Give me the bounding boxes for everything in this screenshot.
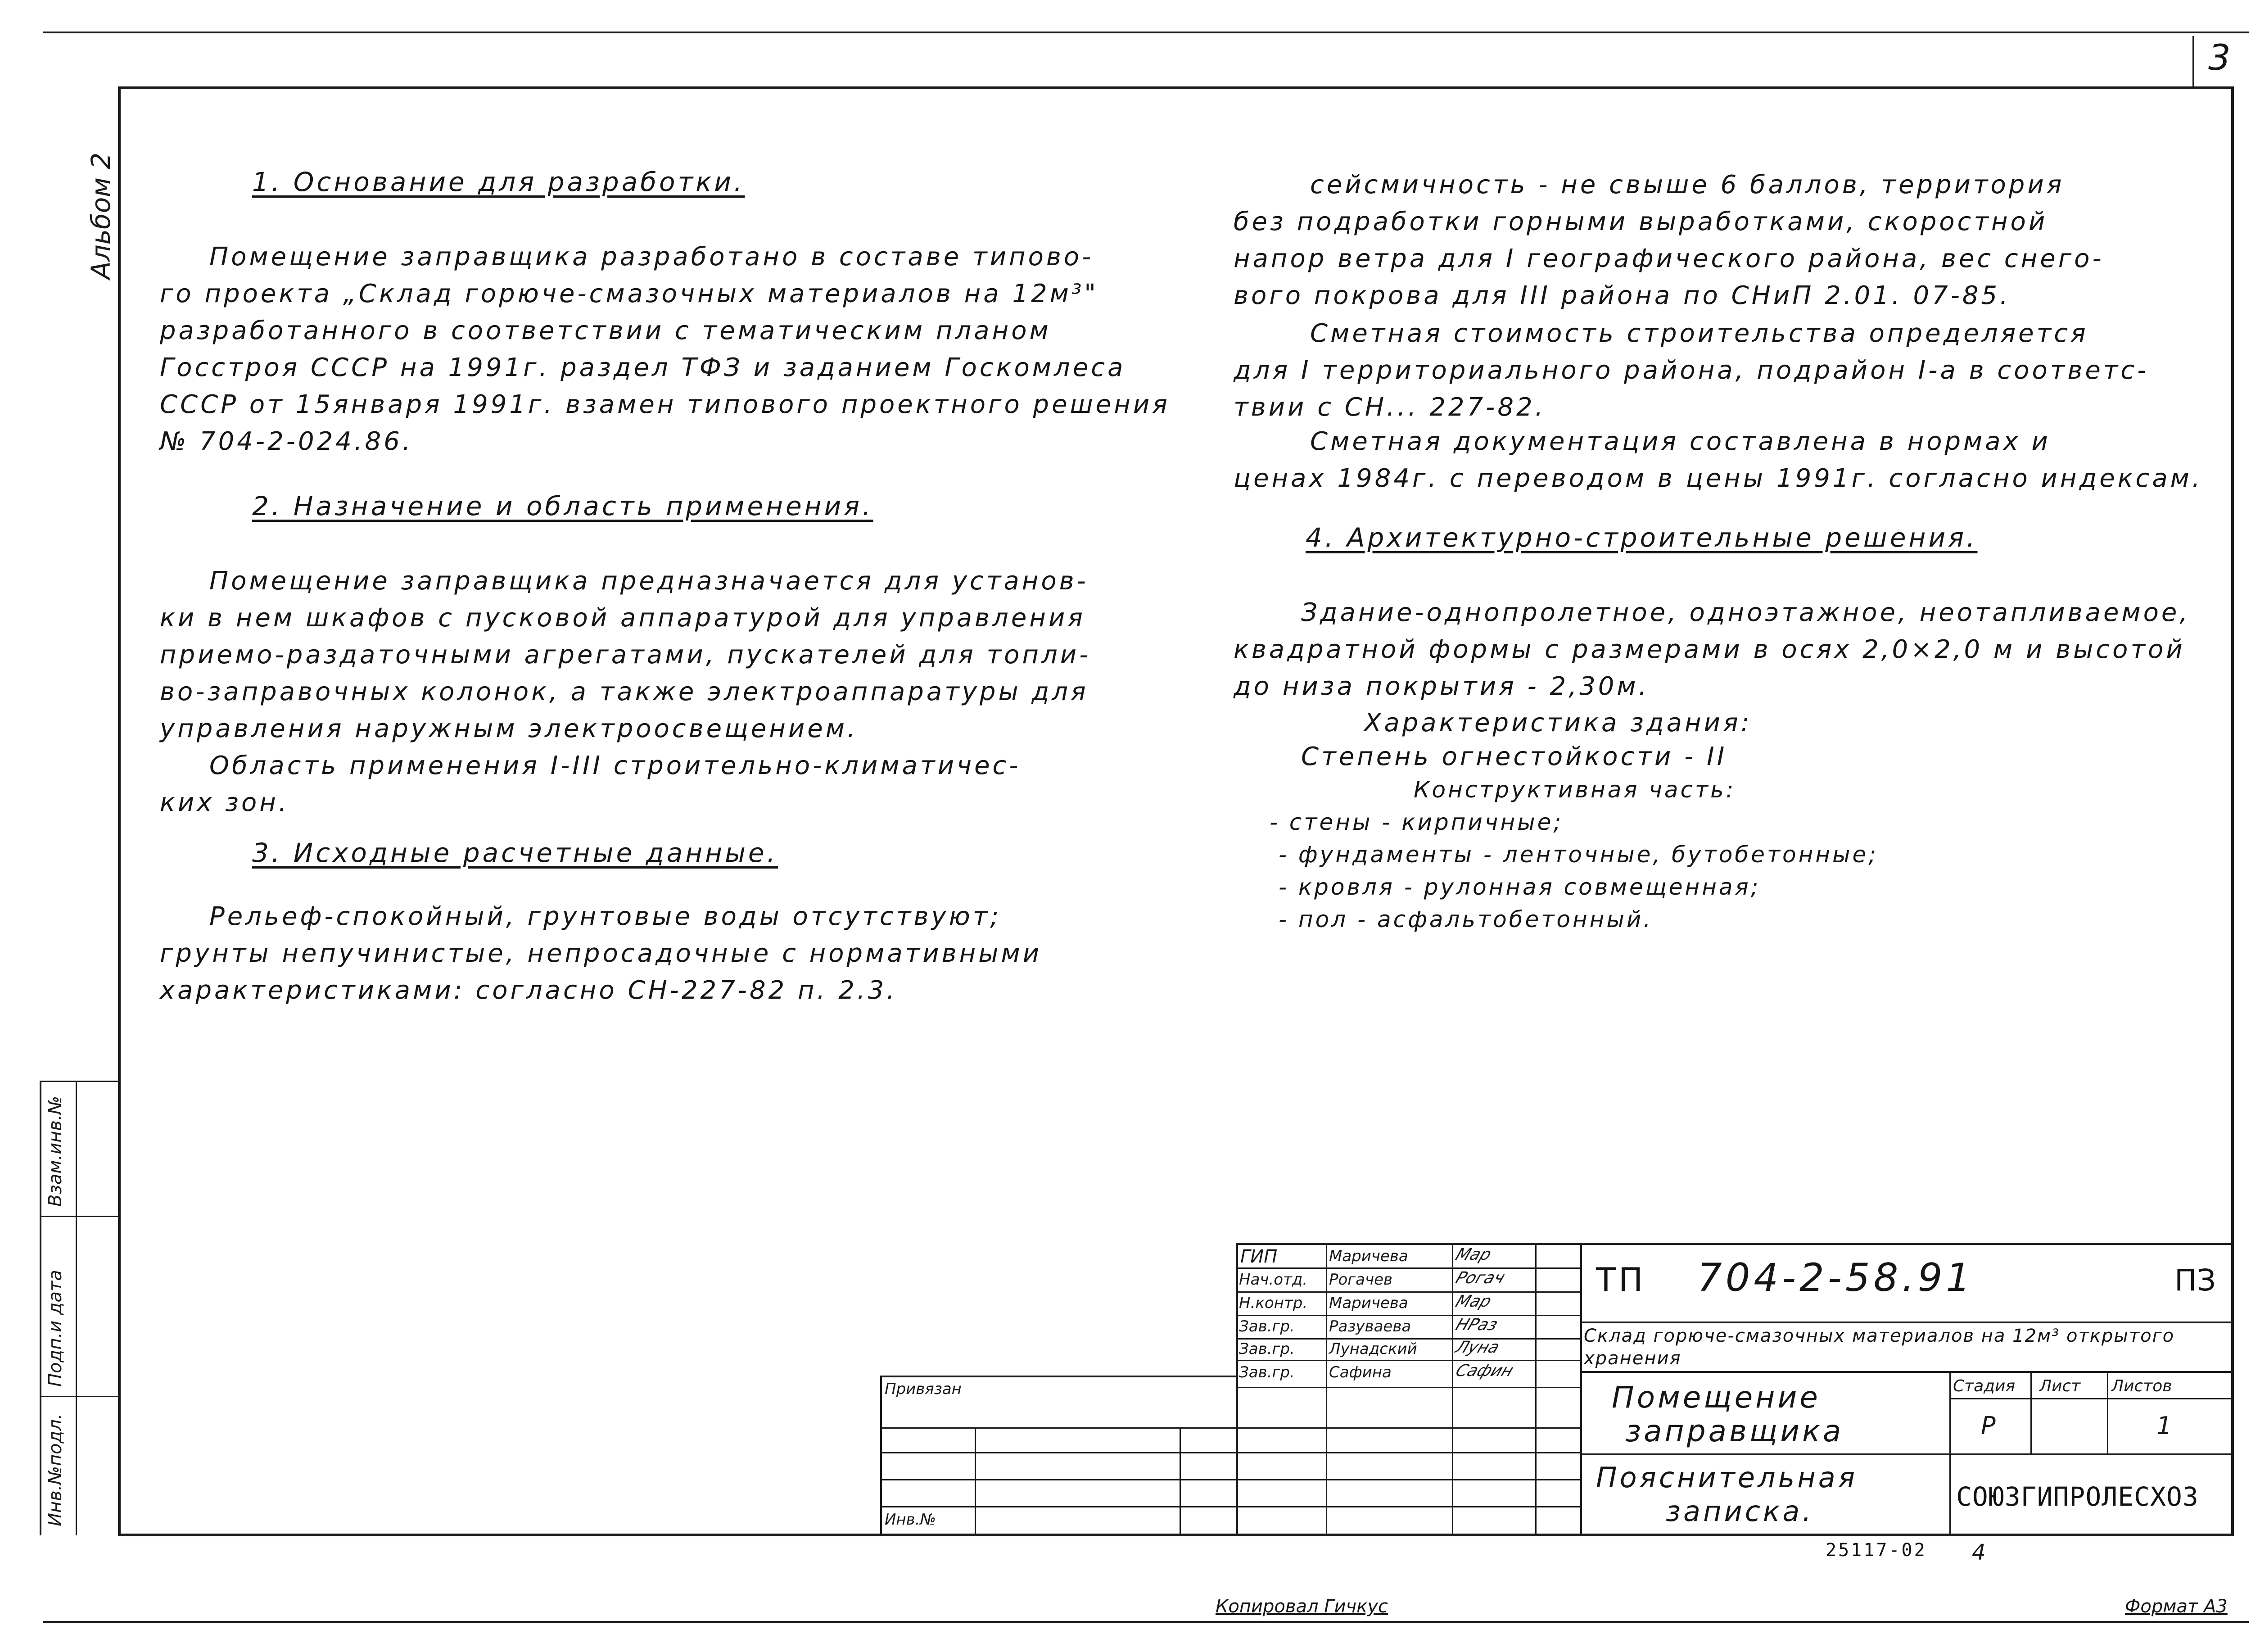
sig-col-3 (1535, 1243, 1537, 1535)
role-4: Зав.гр. (1239, 1317, 1295, 1335)
frame-left (118, 86, 121, 1536)
s1-line: Помещение заправщика разработано в составе типово- (209, 242, 1094, 272)
album-label: Альбом 2 (86, 152, 116, 279)
p1-line: напор ветра для I географического района, вес снего- (1234, 244, 2104, 273)
s1-line: СССР от 15января 1991г. взамен типового проектного решения (160, 390, 1170, 419)
side-stamp-inv: Инв.№подл. (45, 1413, 66, 1526)
object-name-line-2: заправщика (1625, 1414, 1844, 1448)
title-row-2 (1580, 1371, 2233, 1373)
stamp-attach-c2 (1180, 1427, 1181, 1535)
s2-line: Помещение заправщика предназначается для установ- (209, 566, 1089, 596)
role-5: Зав.гр. (1239, 1340, 1295, 1358)
object-name-line-1: Помещение (1612, 1380, 1821, 1415)
constr-item: - стены - кирпичные; (1270, 809, 1564, 835)
s3-line: грунты непучинистые, непросадочные с нормативными (160, 939, 1042, 968)
p2-line: Сметная стоимость строительства определяется (1310, 319, 2088, 348)
sig-col-4 (1580, 1243, 1582, 1535)
name-5: Лунадский (1329, 1340, 1417, 1358)
sheet-format: Формат А3 (2125, 1596, 2228, 1617)
sig-row-6 (1236, 1387, 1580, 1388)
s1-line: Госстроя СССР на 1991г. раздел ТФЗ и заданием Госкомлеса (160, 353, 1126, 382)
inventory-number-label: Инв.№ (885, 1511, 936, 1529)
sig-row-7 (1236, 1427, 1580, 1429)
frame-top (118, 86, 2234, 89)
constr-item: - пол - асфальтобетонный. (1279, 906, 1653, 932)
side-strip-mid (76, 1081, 77, 1535)
s1-line: № 704-2-024.86. (160, 427, 413, 456)
sheets-label: Листов (2111, 1377, 2172, 1395)
sig-row-2 (1236, 1291, 1580, 1293)
project-title (1584, 1325, 2223, 1370)
name-3: Маричева (1329, 1294, 1408, 1312)
p3-line: ценах 1984г. с переводом в цены 1991г. согласно индексам. (1234, 464, 2203, 493)
section-3-heading: 3. Исходные расчетные данные. (252, 837, 778, 868)
section-1-text (160, 239, 1170, 460)
role-6: Зав.гр. (1239, 1363, 1295, 1381)
s4-line: Здание-однопролетное, одноэтажное, неотапливаемое, (1301, 598, 2191, 627)
archive-sheet: 4 (1972, 1540, 1986, 1565)
document-mark: ПЗ (2174, 1263, 2216, 1298)
s2-line: во-заправочных колонок, а также электроаппаратуры для (160, 677, 1089, 706)
sig-col-1 (1326, 1243, 1327, 1535)
doc-name-line-2: записка. (1666, 1495, 1814, 1528)
name-6: Сафина (1329, 1363, 1392, 1381)
name-4: Разуваева (1329, 1317, 1411, 1335)
title-row-3 (1580, 1453, 2233, 1455)
signature-5: Луна (1453, 1338, 1502, 1357)
sheet-box-left (2192, 36, 2194, 86)
bottom-trim-line (43, 1621, 2249, 1623)
section-3-text (160, 898, 1042, 1009)
section-2-text (160, 563, 1091, 821)
sig-row-3 (1236, 1315, 1580, 1316)
archive-number: 25117-02 (1826, 1540, 1927, 1561)
s4-line: квадратной формы с размерами в осях 2,0×2,0 м и высотой (1234, 635, 2185, 664)
constr-item: - фундаменты - ленточные, бутобетонные; (1279, 842, 1879, 868)
sheets-value: 1 (2156, 1412, 2172, 1440)
stamp-attach-row4 (880, 1506, 1236, 1507)
project-number: 704-2-58.91 (1697, 1255, 1975, 1300)
stamp-attach-row2 (880, 1452, 1236, 1453)
sig-row-1 (1236, 1267, 1580, 1269)
right-paragraph-3 (1234, 423, 2203, 497)
role-2: Нач.отд. (1239, 1271, 1308, 1289)
sheet-number: 3 (2208, 38, 2231, 78)
s3-line: характеристиками: согласно СН-227-82 п. 2.3. (160, 976, 898, 1005)
sig-row-10 (1236, 1506, 1580, 1507)
p2-line: твии с СН... 227-82. (1234, 393, 1546, 422)
stage-label: Стадия (1953, 1377, 2016, 1395)
p1-line: вого покрова для III района по СНиП 2.01. 07-85. (1234, 281, 2011, 310)
side-strip-div1 (40, 1216, 119, 1217)
privyazan-label: Привязан (885, 1380, 962, 1398)
side-stamp-sign: Подп.и дата (45, 1270, 66, 1387)
stage-value: Р (1981, 1412, 1996, 1440)
title-row-1 (1580, 1322, 2233, 1323)
frame-right (2231, 86, 2234, 1536)
signature-6: Сафин (1453, 1362, 1516, 1380)
s2-line: приемо-раздаточными агрегатами, пускателей для топли- (160, 640, 1091, 670)
p1-line: без подработки горными выработками, скоростной (1234, 207, 2048, 236)
project-code: ТП (1596, 1261, 1646, 1299)
section-2-heading: 2. Назначение и область применения. (252, 491, 873, 521)
name-1: Маричева (1329, 1247, 1408, 1265)
title-col-sheets (2107, 1371, 2108, 1453)
s3-line: Рельеф-спокойный, грунтовые воды отсутствуют; (209, 902, 1002, 931)
section-1-heading: 1. Основание для разработки. (252, 167, 745, 197)
stamp-attach-row3 (880, 1479, 1236, 1480)
building-characteristics-title: Характеристика здания: (1364, 708, 1752, 738)
signature-1: Мар (1453, 1245, 1494, 1264)
s1-line: разработанного в соответствии с тематическим планом (160, 316, 1051, 345)
right-paragraph-1 (1234, 167, 2104, 314)
s2-line: управления наружным электроосвещением. (160, 714, 858, 743)
stamp-attach-left (880, 1376, 882, 1535)
frame-bottom (118, 1534, 2234, 1536)
sig-row-4 (1236, 1338, 1580, 1340)
title-col-sheet (2030, 1371, 2032, 1453)
constr-item: - кровля - рулонная совмещенная; (1279, 874, 1761, 900)
sig-row-8 (1236, 1452, 1580, 1453)
side-stamp-replace: Взам.инв.№ (45, 1095, 66, 1207)
p1-line: сейсмичность - не свыше 6 баллов, территория (1310, 170, 2065, 199)
role-3: Н.контр. (1239, 1294, 1308, 1312)
title-stage-header-row (1949, 1398, 2233, 1399)
name-2: Рогачев (1329, 1271, 1393, 1289)
stamp-attach-row1 (880, 1427, 1236, 1429)
side-strip-div2 (40, 1396, 119, 1397)
s2-line: ких зон. (160, 788, 289, 817)
sig-row-9 (1236, 1479, 1580, 1480)
stamp-top (1236, 1243, 2233, 1245)
top-trim-line (43, 32, 2249, 33)
section-4-heading: 4. Архитектурно-строительные решения. (1306, 522, 1978, 553)
sheet-label: Лист (2039, 1377, 2081, 1395)
signature-4: НРаз (1453, 1316, 1501, 1334)
constructive-part-title: Конструктивная часть: (1414, 777, 1736, 803)
p3-line: Сметная документация составлена в нормах и (1310, 427, 2051, 456)
s1-line: го проекта „Склад горюче-смазочных материалов на 12м³" (160, 279, 1099, 308)
project-title-text: Склад горюче-смазочных материалов на 12м³ открытого хранения (1584, 1326, 2175, 1369)
section-4-text (1234, 594, 2190, 705)
title-col-stage (1949, 1371, 1951, 1535)
fire-resistance-line: Степень огнестойкости - II (1301, 742, 1727, 771)
stamp-attach-top (880, 1376, 1236, 1377)
stamp-left (1236, 1243, 1238, 1535)
doc-name-line-1: Пояснительная (1596, 1461, 1858, 1494)
side-strip-top (40, 1081, 119, 1082)
s4-line: до низа покрытия - 2,30м. (1234, 672, 1650, 701)
s2-line: ки в нем шкафов с пусковой аппаратурой для управления (160, 603, 1085, 633)
side-strip-left (40, 1081, 41, 1535)
right-paragraph-2 (1234, 315, 2149, 426)
sig-row-5 (1236, 1360, 1580, 1361)
stamp-attach-c1 (975, 1427, 976, 1535)
organization-name: СОЮЗГИПРОЛЕСХОЗ (1956, 1481, 2199, 1512)
role-1: ГИП (1240, 1246, 1278, 1267)
s2-line: Область применения I-III строительно-климатичес- (209, 751, 1021, 780)
p2-line: для I территориального района, подрайон I-а в соответс- (1234, 356, 2149, 385)
constructive-items (1270, 806, 1878, 936)
signature-3: Мар (1453, 1292, 1494, 1311)
signature-2: Рогач (1453, 1269, 1508, 1287)
copied-by: Копировал Гичкус (1216, 1596, 1388, 1617)
